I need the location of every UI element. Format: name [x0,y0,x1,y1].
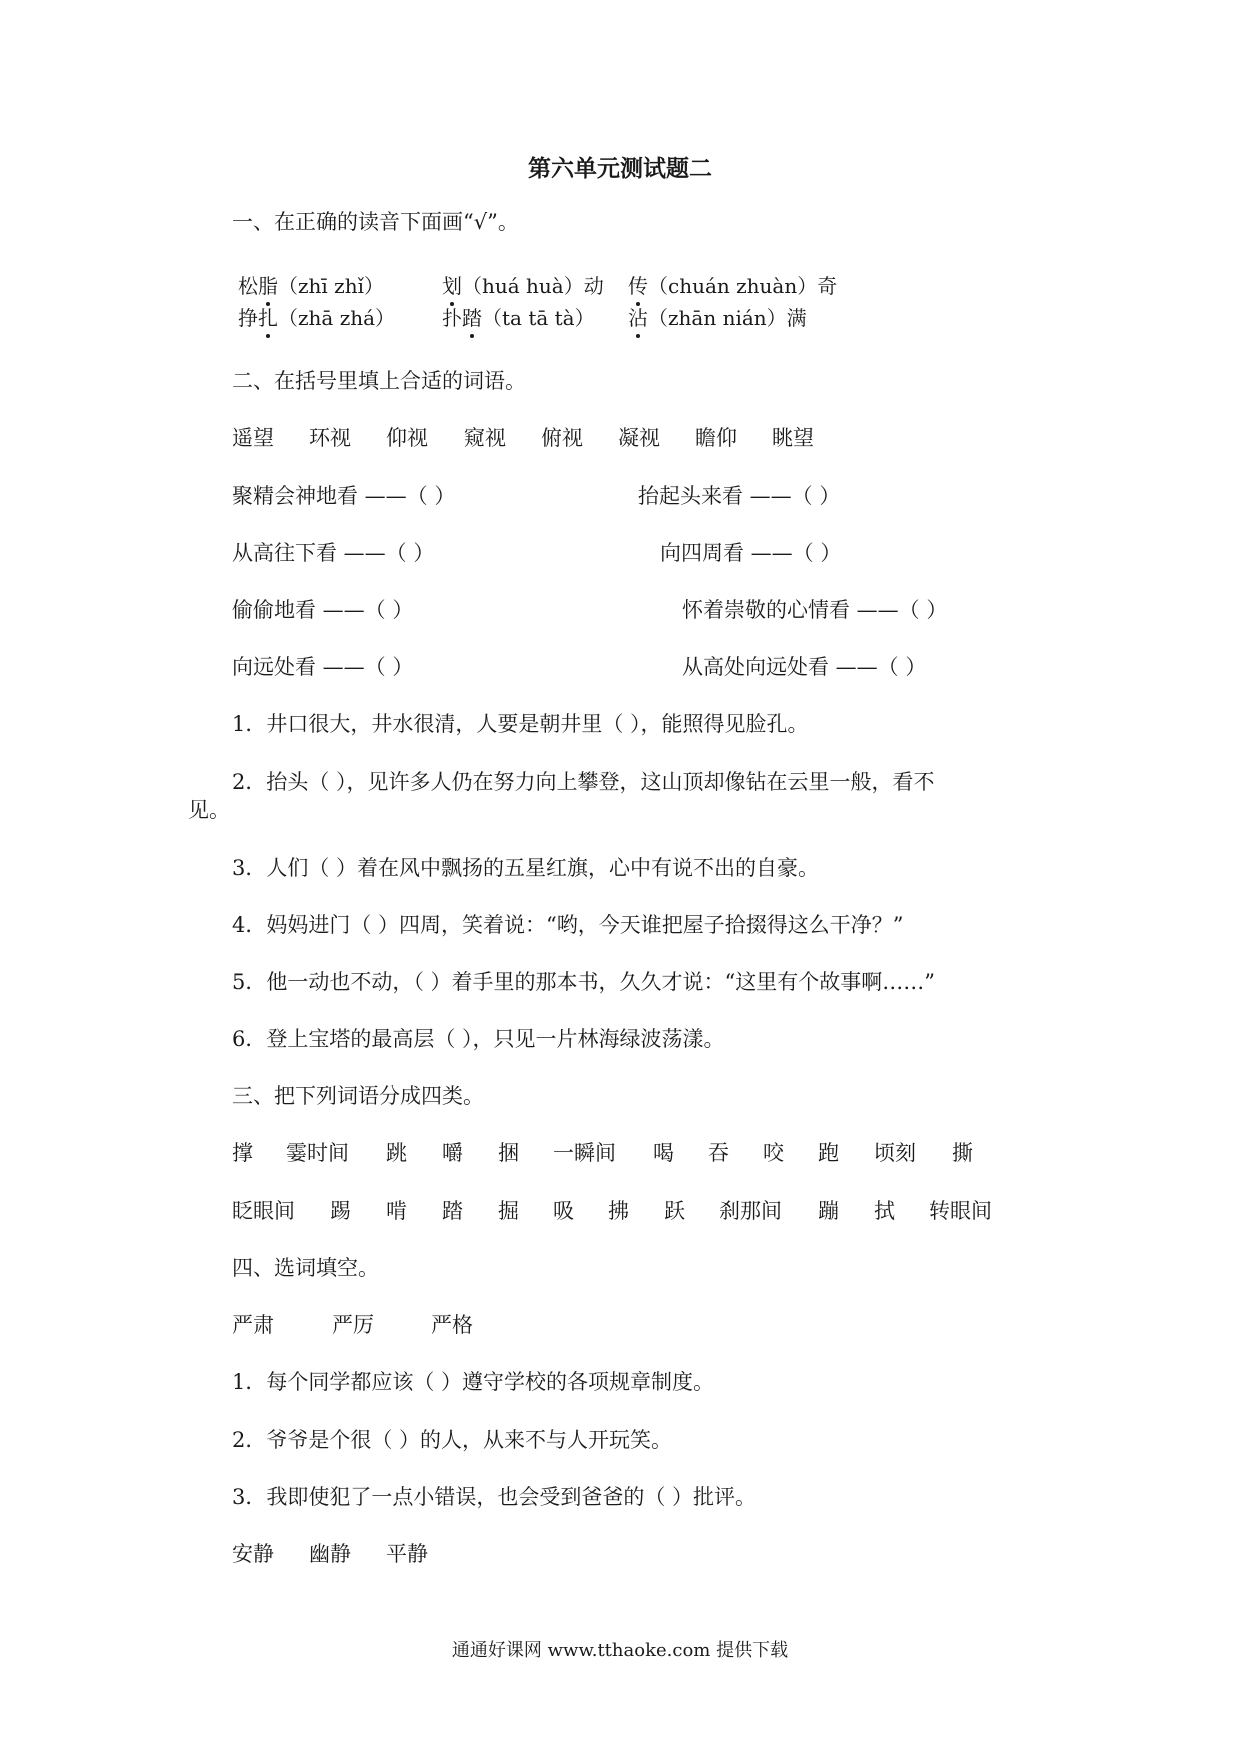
word: 顷刻 [874,1141,916,1165]
char: 动 [583,274,604,298]
word: 捆 [498,1141,519,1165]
section-2-heading: 二、在括号里填上合适的词语。 [232,369,526,393]
word: 掘 [498,1199,519,1223]
word: 吞 [708,1141,729,1165]
word: 仰视 [386,426,428,450]
match-left-3: 偷偷地看 ——（ ） [232,598,414,622]
dotted-char: 脂 [258,270,278,299]
word: 踢 [330,1199,351,1223]
word: 刹那间 [719,1199,782,1223]
section-4-heading: 四、选词填空。 [232,1256,379,1280]
question-4-2: 2．爷爷是个很（ ）的人，从来不与人开玩笑。 [232,1428,673,1452]
char: 挣 [238,306,258,330]
char: 松 [238,274,258,298]
pinyin-item-2 [442,270,604,299]
pinyin-item-3 [628,270,837,299]
question-2-5: 5．他一动也不动，（ ）着手里的那本书，久久才说：“这里有个故事啊……” [232,970,936,994]
word: 撕 [952,1141,973,1165]
question-2-2: 2．抬头（ ），见许多人仍在努力向上攀登，这山顶却像钻在云里一般，看不 [232,770,935,794]
word: 撑 [232,1141,253,1165]
pinyin-options: （zhā zhá） [278,306,396,330]
word: 转眼间 [929,1199,992,1223]
word: 跳 [386,1141,407,1165]
pinyin-item-6 [628,302,807,331]
word: 严肃 [232,1313,274,1337]
pinyin-options: （zhān nián） [648,306,787,330]
question-4-3: 3．我即使犯了一点小错误，也会受到爸爸的（ ）批评。 [232,1485,757,1509]
match-right-3: 怀着崇敬的心情看 ——（ ） [682,598,948,622]
word: 一瞬间 [553,1141,616,1165]
word: 跃 [664,1199,685,1223]
pinyin-item-1 [238,270,384,299]
dotted-char: 扎 [258,302,278,331]
pinyin-options: （zhī zhǐ） [278,274,384,298]
word: 喝 [653,1141,674,1165]
question-2-3: 3．人们（ ）着在风中飘扬的五星红旗，心中有说不出的自豪。 [232,856,820,880]
dotted-char: 划 [442,270,462,299]
word: 遥望 [232,426,274,450]
dotted-char: 沾 [628,302,648,331]
word: 环视 [309,426,351,450]
pinyin-item-5 [442,302,595,331]
word: 踏 [442,1199,463,1223]
word: 瞻仰 [695,426,737,450]
question-2-6: 6．登上宝塔的最高层（ ），只见一片林海绿波荡漾。 [232,1027,725,1051]
char: 扑 [442,306,462,330]
pinyin-options: （ta tā tà） [482,306,595,330]
word: 严厉 [332,1313,374,1337]
question-2-1: 1．井口很大，井水很清，人要是朝井里（ ），能照得见脸孔。 [232,712,809,736]
match-left-1: 聚精会神地看 ——（ ） [232,484,456,508]
word: 拭 [874,1199,895,1223]
question-4-1: 1．每个同学都应该（ ）遵守学校的各项规章制度。 [232,1370,715,1394]
word: 咬 [763,1141,784,1165]
dotted-char: 踏 [462,302,482,331]
word: 啃 [386,1199,407,1223]
word: 眺望 [772,426,814,450]
char: 满 [786,306,807,330]
word: 幽静 [309,1542,351,1566]
question-2-2-cont: 见。 [188,798,230,822]
dotted-char: 传 [628,270,648,299]
word: 霎时间 [286,1141,349,1165]
word: 平静 [386,1542,428,1566]
word: 凝视 [618,426,660,450]
match-right-1: 抬起头来看 ——（ ） [638,484,841,508]
word: 拂 [608,1199,629,1223]
section-3-heading: 三、把下列词语分成四类。 [232,1084,484,1108]
question-2-4: 4．妈妈进门（ ）四周，笑着说：“哟，今天谁把屋子拾掇得这么干净？” [232,913,904,937]
pinyin-options: （chuán zhuàn） [648,274,818,298]
char: 奇 [817,274,838,298]
word: 吸 [553,1199,574,1223]
word: 俯视 [541,426,583,450]
word: 窥视 [464,426,506,450]
pinyin-options: （huá huà） [462,274,584,298]
match-left-4: 向远处看 ——（ ） [232,655,414,679]
word: 严格 [431,1313,473,1337]
word: 蹦 [818,1199,839,1223]
page-title: 第六单元测试题二 [528,155,712,182]
match-right-4: 从高处向远处看 ——（ ） [682,655,927,679]
section-1-heading: 一、在正确的读音下面画“√”。 [232,210,519,234]
word: 安静 [232,1542,274,1566]
match-left-2: 从高往下看 ——（ ） [232,541,435,565]
word: 眨眼间 [232,1199,295,1223]
pinyin-item-4 [238,302,395,331]
word: 跑 [818,1141,839,1165]
page-footer: 通通好课网 www.tthaoke.com 提供下载 [451,1640,789,1661]
word: 嚼 [442,1141,463,1165]
match-right-2: 向四周看 ——（ ） [660,541,842,565]
